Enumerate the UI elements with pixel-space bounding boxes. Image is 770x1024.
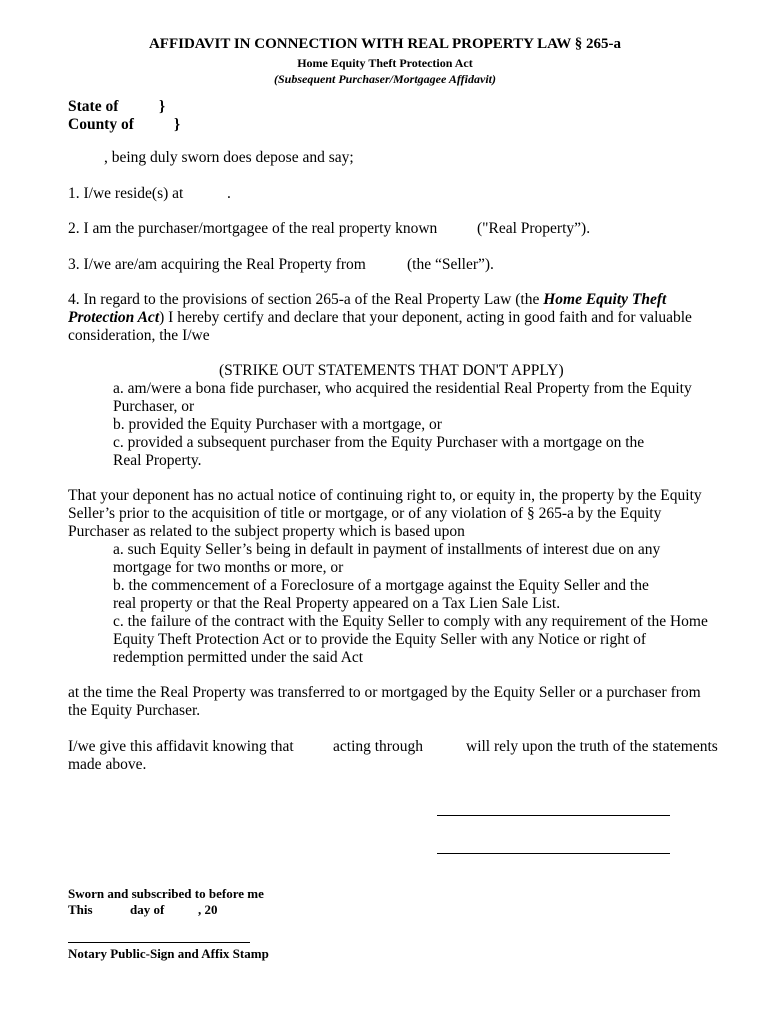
transfer-paragraph: at the time the Real Property was transferred to or mortgaged by the Equity Seller or a purchaser from the Equity Purchaser. [68, 684, 701, 719]
item-1: 1. I/we reside(s) at [68, 185, 184, 202]
item-3: 3. I/we are/am acquiring the Real Property from [68, 256, 366, 273]
notary-signature-line [68, 942, 250, 943]
notice-paragraph: That your deponent has no actual notice of continuing right to, or equity in, the property by the Equity Seller’s prior to the acquisition of title or mortgage, or of any violation of § 265-a by the Equity Purchaser as related to the subject property which is based upon [68, 487, 702, 540]
give-affidavit-a: I/we give this affidavit knowing that [68, 738, 294, 755]
option-b: b. provided the Equity Purchaser with a mortgage, or [113, 416, 442, 433]
notary-label: Notary Public-Sign and Affix Stamp [68, 946, 269, 961]
signature-line-2 [437, 853, 670, 854]
document-title: AFFIDAVIT IN CONNECTION WITH REAL PROPERTY LAW § 265-a [148, 36, 622, 52]
give-affidavit-c: will rely upon the truth of the statements [466, 738, 718, 755]
year-label: , 20 [198, 902, 218, 917]
give-affidavit-d: made above. [68, 756, 147, 773]
item-2: 2. I am the purchaser/mortgagee of the real property known [68, 220, 438, 237]
this-label: This [68, 902, 93, 917]
county-label: County of [68, 116, 134, 133]
item-1-end: . [227, 185, 231, 202]
strike-heading: (STRIKE OUT STATEMENTS THAT DON'T APPLY) [219, 362, 564, 379]
day-of-label: day of [130, 902, 165, 917]
item-4: 4. In regard to the provisions of section 265-a of the Real Property Law (the Home Equity Theft Protection Act) I hereby certify and declare that your deponent, acting in good faith and for valuable consideration, the I/we [68, 291, 692, 344]
county-brace: } [174, 116, 181, 133]
state-label: State of [68, 98, 119, 115]
basis-a: a. such Equity Seller’s being in default in payment of installments of interest due on any mortgage for two months or more, or [113, 541, 661, 576]
sworn-statement: , being duly sworn does depose and say; [104, 149, 354, 166]
basis-b: b. the commencement of a Foreclosure of a mortgage against the Equity Seller and the real property or that the Real Property appeared on a Tax Lien Sale List. [113, 577, 649, 612]
item-2-end: ("Real Property”). [477, 220, 591, 237]
basis-c: c. the failure of the contract with the Equity Seller to comply with any requirement of the Home Equity Theft Protection Act or to provide the Equity Seller with any Notice or right of redemption permitted under the said Act [113, 613, 708, 666]
sworn-subscribed: Sworn and subscribed to before me [68, 886, 264, 901]
act-name: Home Equity Theft Protection Act [68, 291, 667, 326]
document-subtitle: Home Equity Theft Protection Act [297, 56, 473, 70]
signature-line-1 [437, 815, 670, 816]
option-a: a. am/were a bona fide purchaser, who acquired the residential Real Property from the Equity Purchaser, or [113, 380, 692, 415]
option-c: c. provided a subsequent purchaser from the Equity Purchaser with a mortgage on the Real Property. [113, 434, 645, 469]
state-brace: } [159, 98, 166, 115]
document-subtitle-2: (Subsequent Purchaser/Mortgagee Affidavit) [273, 72, 496, 86]
give-affidavit-b: acting through [333, 738, 423, 755]
item-3-end: (the “Seller”). [407, 256, 494, 273]
